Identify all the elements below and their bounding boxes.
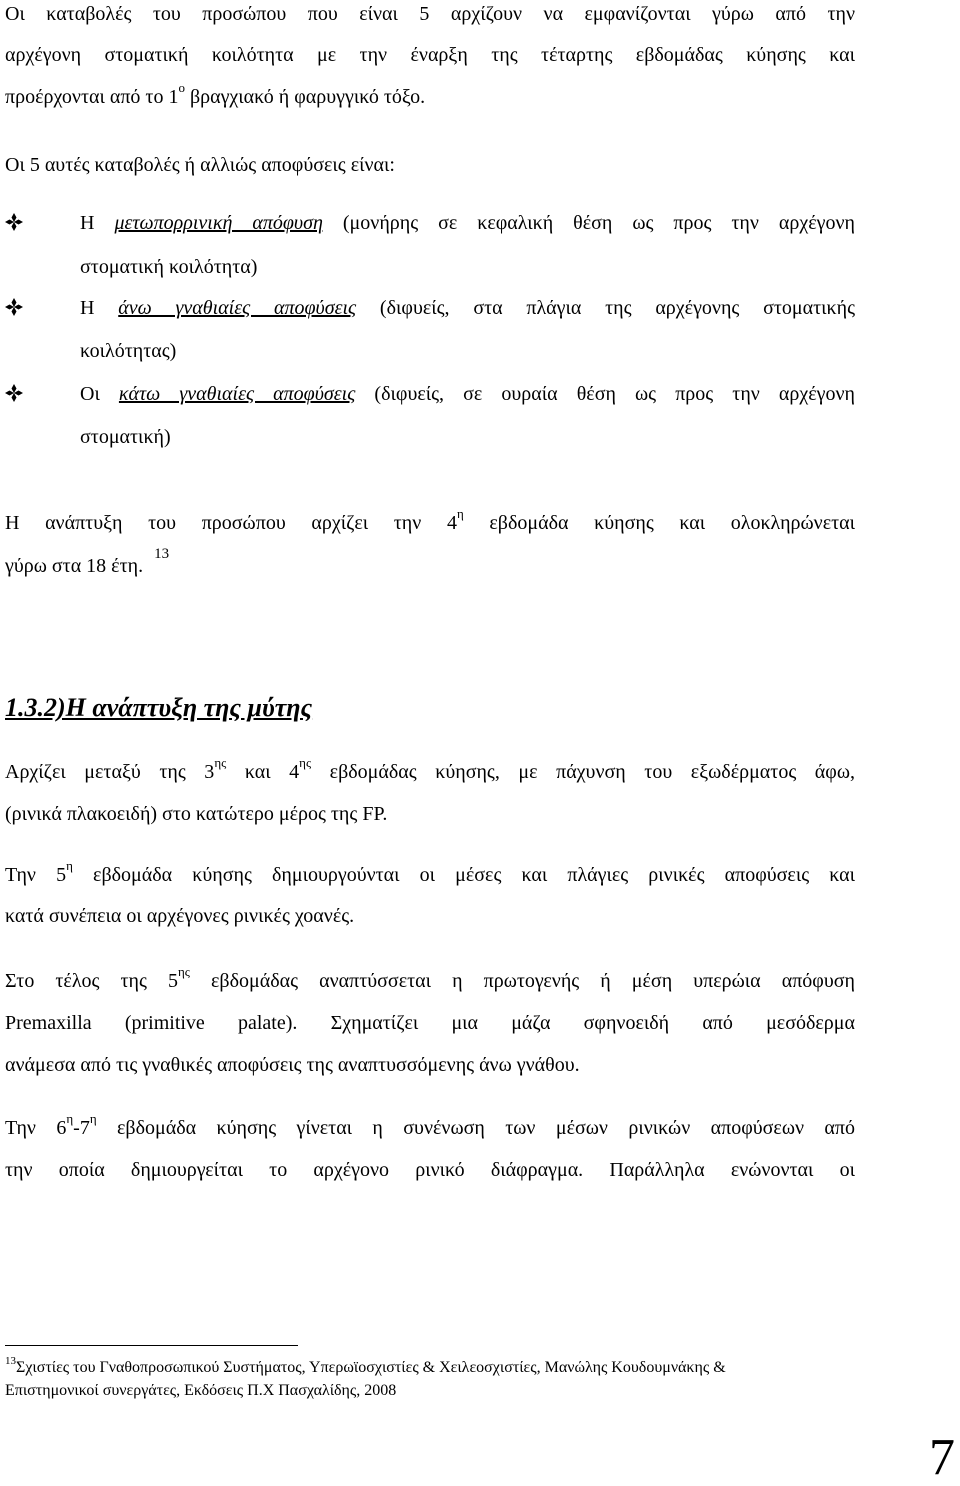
bullet-3-line-1: Οι κάτω γναθιαίες αποφύσεις (διφυείς, σε ουραία θέση ως προς την αρχέγονη — [80, 383, 855, 405]
p1-line-2: (ρινικά πλακοειδή) στο κατώτερο μέρος της FP. — [5, 803, 388, 825]
footnote-line-1: $^{13}$Σχιστίες του Γναθοπροσωπικού Συστήματος, Υπερωϊοσχιστίες & Χειλεοσχιστίες, Μανώλης Κουδουμνάκης & — [5, 1354, 726, 1376]
list-intro: Οι 5 αυτές καταβολές ή αλλιώς αποφύσεις είναι: — [5, 154, 395, 176]
p1-line-1: Αρχίζει μεταξύ της $3^{\eta\varsigma}$ και $4^{\eta\varsigma}$ εβδομάδας κύησης, με πάχυνση του εξωδέρματος άφω, — [5, 755, 855, 783]
p4-line-1: Την $6^\eta-7^\eta$ εβδομάδα κύησης γίνεται η συνένωση των μέσων ρινικών αποφύσεων από — [5, 1111, 855, 1139]
bullet-3-line-2: στοματική) — [80, 426, 171, 448]
term-frontonasal: μετωπορρινική απόφυση — [114, 212, 323, 234]
section-heading: 1.3.2)Η ανάπτυξη της μύτης — [5, 693, 313, 722]
footnote-separator — [5, 1345, 298, 1346]
p2-line-1: Την $5^\eta$ εβδομάδα κύησης δημιουργούνται οι μέσες και πλάγιες ρινικές αποφύσεις και — [5, 858, 855, 886]
p2-line-2: κατά συνέπεια οι αρχέγονες ρινικές χοανές. — [5, 905, 355, 927]
footnote-ref[interactable]: 13 — [154, 546, 170, 563]
four-diamond-bullet-icon — [5, 298, 23, 316]
four-diamond-bullet-icon — [5, 213, 23, 231]
bullet-2-line-1: Η άνω γναθιαίες αποφύσεις (διφυείς, στα πλάγια της αρχέγονης στοματικής — [80, 297, 855, 319]
term-maxillary: άνω γναθιαίες αποφύσεις — [118, 297, 357, 319]
bullet-1-line-2: στοματική κοιλότητα) — [80, 256, 258, 278]
footnote-line-2: Επιστημονικοί συνεργάτες, Εκδόσεις Π.Χ Πασχαλίδης, 2008 — [5, 1382, 397, 1399]
p3-line-1: Στο τέλος της $5^{\eta\varsigma}$ εβδομάδας αναπτύσσεται η πρωτογενής ή μέση υπερώια απόφυση — [5, 964, 855, 992]
term-mandibular: κάτω γναθιαίες αποφύσεις — [118, 383, 356, 405]
bullet-2-line-2: κοιλότητας) — [80, 340, 177, 362]
dev-line-2: γύρω στα 18 έτη. $^{13}$ — [5, 546, 170, 577]
p3-line-3: ανάμεσα από τις γναθικές αποφύσεις της αναπτυσσόμενης άνω γνάθου. — [5, 1054, 580, 1076]
p3-line-2: Premaxilla (primitive palate). Σχηματίζει μια μάζα σφηνοειδή από μεσόδερμα — [5, 1012, 855, 1034]
dev-line-1: Η ανάπτυξη του προσώπου αρχίζει την $4^\eta$ εβδομάδα κύησης και ολοκληρώνεται — [5, 506, 856, 534]
p4-line-2: την οποία δημιουργείται το αρχέγονο ρινικό διάφραγμα. Παράλληλα ενώνονται οι — [5, 1159, 855, 1181]
page-number: 7 — [929, 1429, 955, 1486]
intro-line-1: Οι καταβολές του προσώπου που είναι 5 αρχίζουν να εμφανίζονται γύρω από την — [5, 3, 855, 25]
bullet-1-line-1: Η μετωπορρινική απόφυση (μονήρης σε κεφαλική θέση ως προς την αρχέγονη — [80, 212, 855, 234]
intro-line-3: προέρχονται από το $1^o$ βραγχιακό ή φαρυγγικό τόξο. — [5, 80, 426, 108]
four-diamond-bullet-icon — [5, 384, 23, 402]
intro-line-2: αρχέγονη στοματική κοιλότητα με την έναρξη της τέταρτης εβδομάδας κύησης και — [5, 44, 855, 66]
